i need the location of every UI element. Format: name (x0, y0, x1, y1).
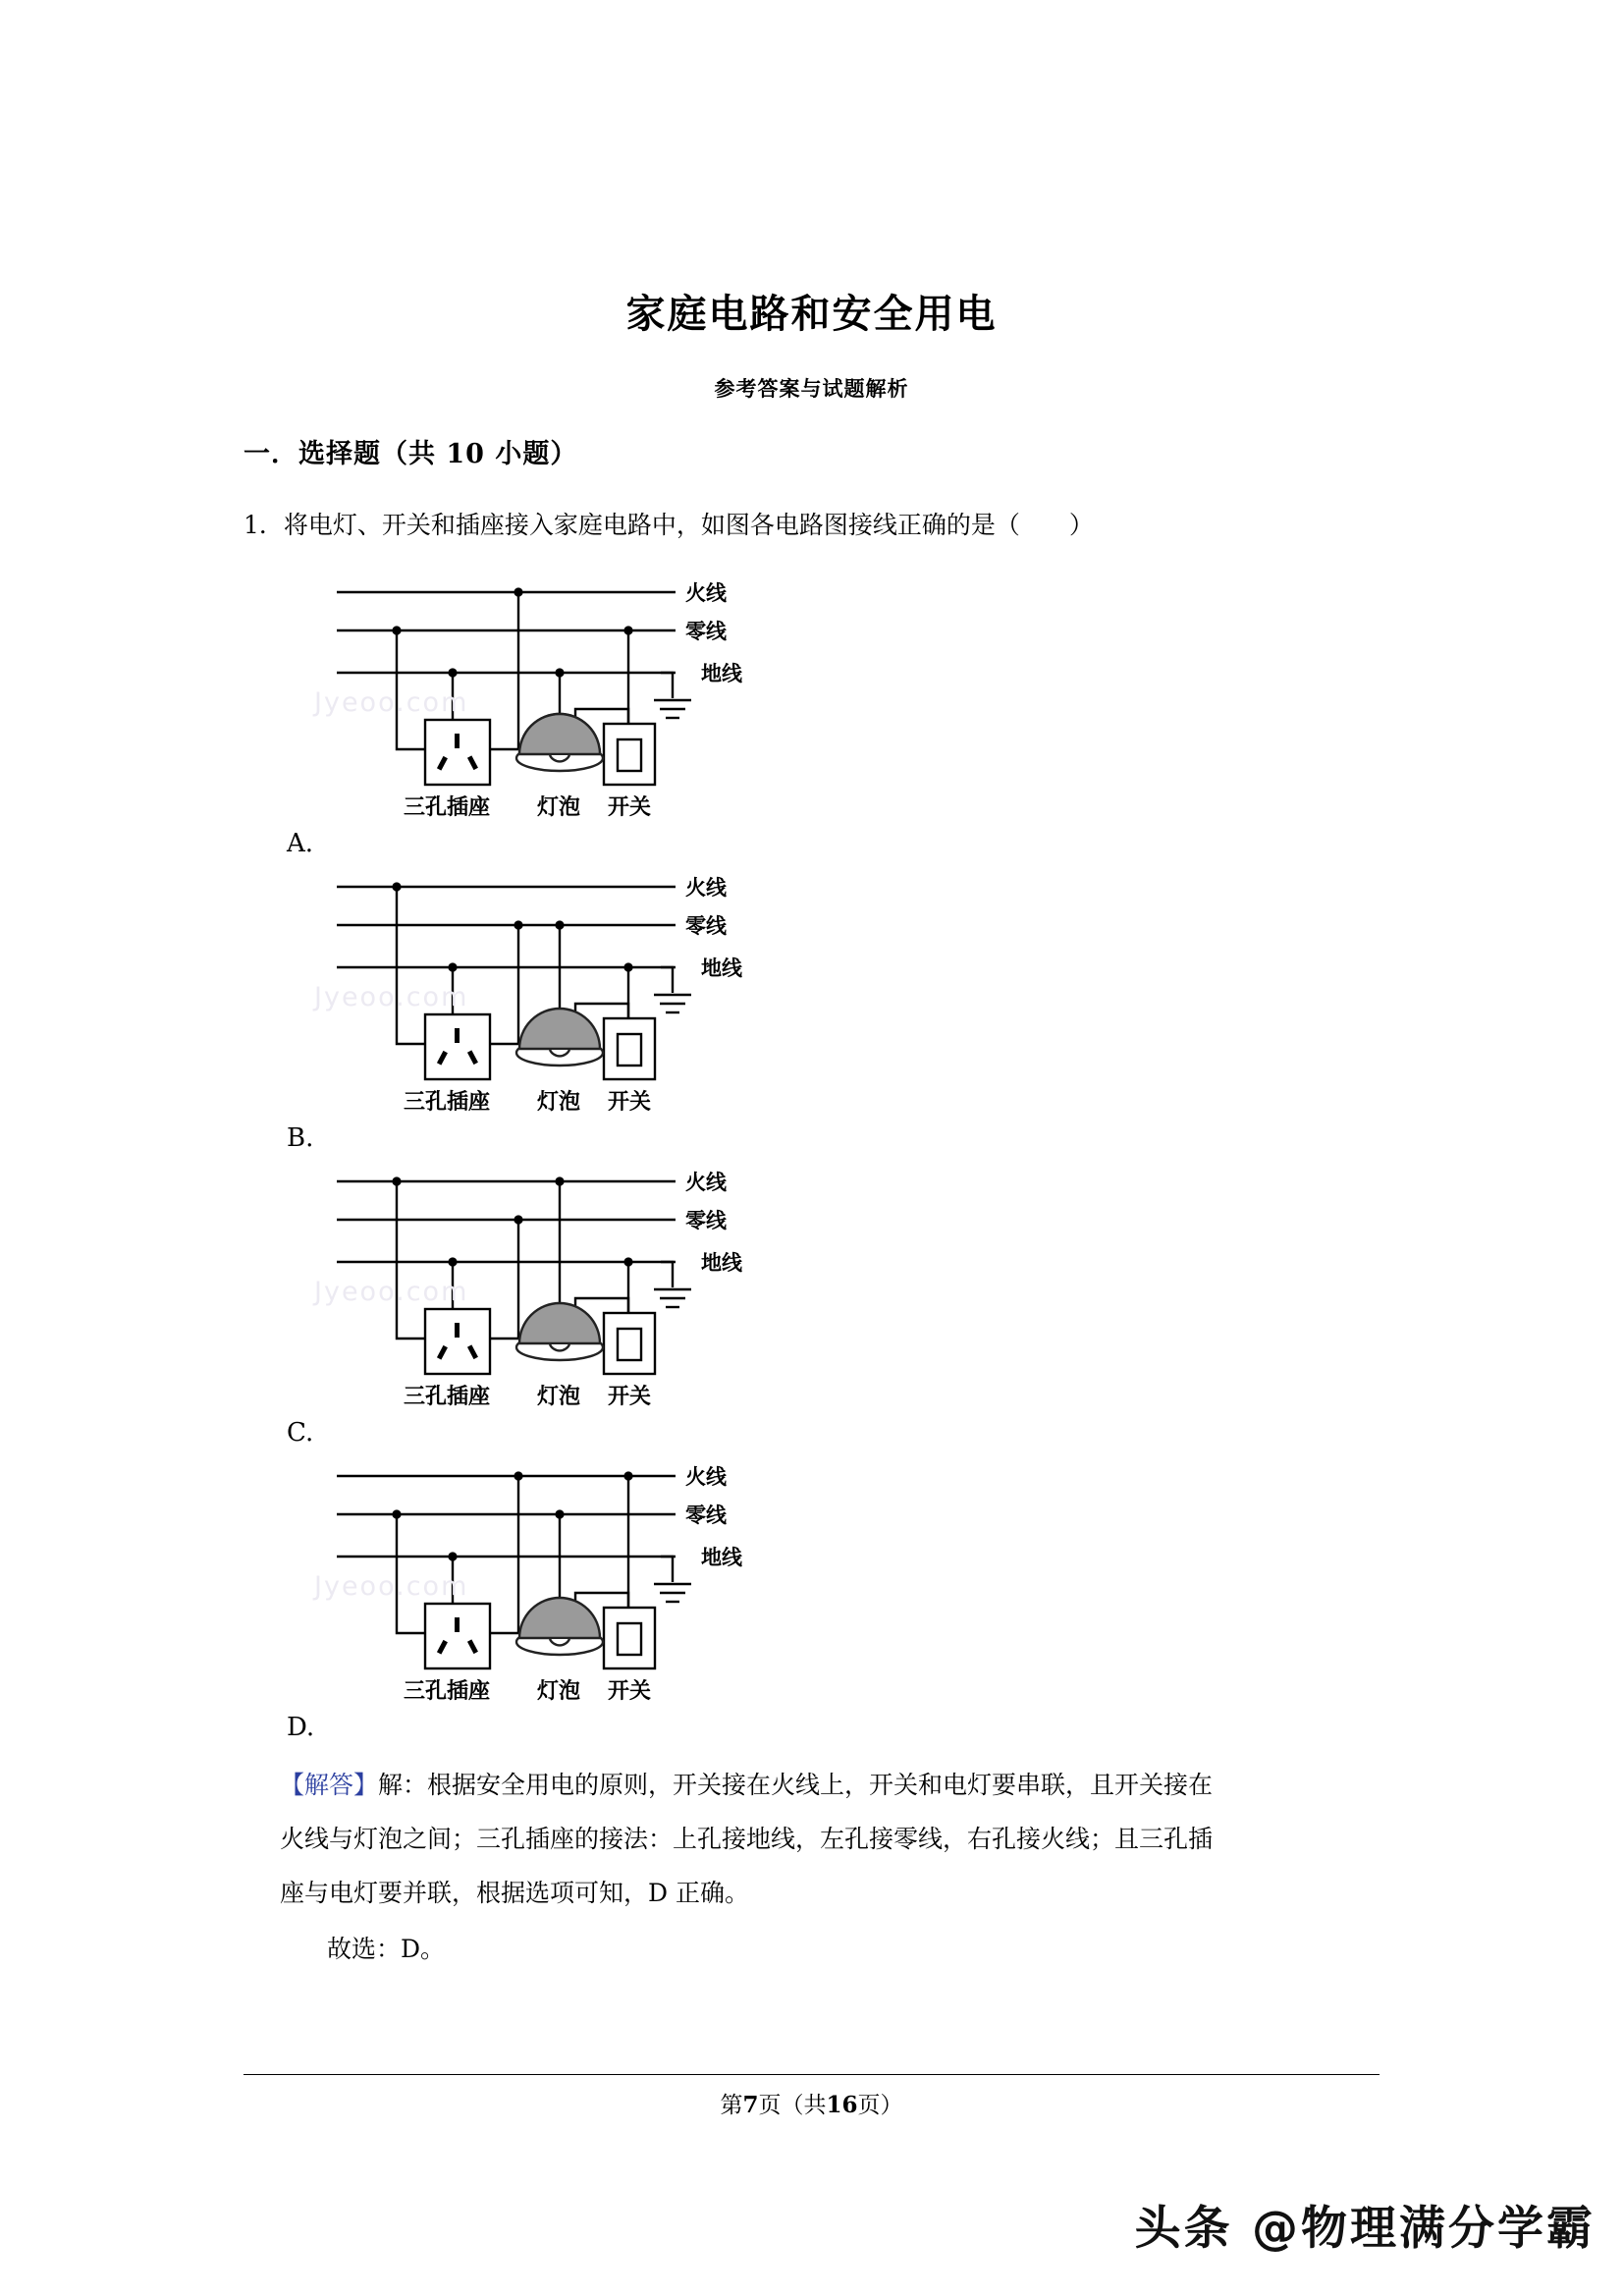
label-live: 火线 (685, 581, 727, 605)
section-heading: 一．选择题（共 10 小题） (243, 439, 578, 469)
label-ground: 地线 (701, 1546, 742, 1569)
explanation-line-2: 火线与灯泡之间；三孔插座的接法：上孔接地线，左孔接零线，右孔接火线；且三孔插 (280, 1825, 1214, 1853)
lamp-shape (516, 1598, 603, 1655)
label-live: 火线 (685, 1171, 727, 1194)
corner-watermark: 头条 @物理满分学霸 (1134, 2202, 1596, 2256)
final-answer: 故选：D。 (327, 1935, 446, 1963)
label-live: 火线 (685, 876, 727, 900)
label-live: 火线 (685, 1465, 727, 1489)
label-bulb: 灯泡 (537, 795, 581, 820)
footer-suffix: 页） (857, 2093, 903, 2118)
lamp-shape (516, 1009, 603, 1066)
page-title: 家庭电路和安全用电 (625, 291, 998, 337)
circuit-diagram-c (243, 1164, 931, 1409)
label-socket: 三孔插座 (404, 1679, 491, 1704)
explanation-tag: 【解答】 (280, 1771, 379, 1799)
label-switch: 开关 (608, 1090, 652, 1115)
inline-watermark: Jyeoo.com (314, 687, 469, 718)
option-a (243, 574, 931, 864)
option-c (243, 1164, 931, 1453)
label-bulb: 灯泡 (537, 1090, 581, 1115)
inline-watermark: Jyeoo.com (314, 1571, 469, 1602)
explanation-line-1: 解：根据安全用电的原则，开关接在火线上，开关和电灯要串联，且开关接在 (378, 1771, 1214, 1799)
explanation-line-2-row (280, 1812, 1380, 1866)
label-ground: 地线 (701, 1251, 742, 1275)
option-letter-c: C. (287, 1418, 314, 1448)
option-letter-b: B. (287, 1123, 314, 1153)
label-socket: 三孔插座 (404, 795, 491, 820)
footer-prefix: 第 (720, 2093, 743, 2118)
label-ground: 地线 (701, 662, 742, 685)
option-letter-d: D. (287, 1713, 315, 1742)
label-switch: 开关 (608, 1385, 652, 1409)
label-switch: 开关 (608, 795, 652, 820)
explanation-block (280, 1758, 1380, 1812)
label-socket: 三孔插座 (404, 1385, 491, 1409)
inline-watermark: Jyeoo.com (314, 982, 469, 1012)
label-neutral: 零线 (685, 914, 727, 938)
option-b (243, 869, 931, 1159)
label-switch: 开关 (608, 1679, 652, 1704)
footer-middle: 页（共 (758, 2093, 827, 2118)
label-neutral: 零线 (685, 620, 727, 643)
lamp-shape (516, 714, 603, 771)
question-1 (243, 506, 1094, 541)
option-letter-a: A. (287, 829, 314, 858)
question-number: 1． (243, 511, 284, 539)
footer-total-pages: 16 (826, 2092, 858, 2118)
option-d (243, 1458, 931, 1748)
circuit-diagram-d (243, 1458, 931, 1704)
label-ground: 地线 (701, 957, 742, 980)
question-text: 将电灯、开关和插座接入家庭电路中，如图各电路图接线正确的是（ ） (283, 511, 1094, 539)
label-neutral: 零线 (685, 1503, 727, 1527)
footer-divider (243, 2074, 1380, 2075)
explanation-line-3-row (280, 1866, 1380, 1920)
circuit-diagram-b (243, 869, 931, 1115)
lamp-shape (516, 1303, 603, 1360)
footer-page-number: 7 (742, 2092, 759, 2118)
label-neutral: 零线 (685, 1209, 727, 1232)
page-footer (0, 2087, 1623, 2119)
label-bulb: 灯泡 (537, 1385, 581, 1409)
page-subtitle: 参考答案与试题解析 (714, 376, 909, 401)
circuit-diagram-a (243, 574, 931, 820)
label-bulb: 灯泡 (537, 1679, 581, 1704)
explanation-line-3: 座与电灯要并联，根据选项可知，D 正确。 (280, 1879, 749, 1907)
label-socket: 三孔插座 (404, 1090, 491, 1115)
inline-watermark: Jyeoo.com (314, 1277, 469, 1307)
